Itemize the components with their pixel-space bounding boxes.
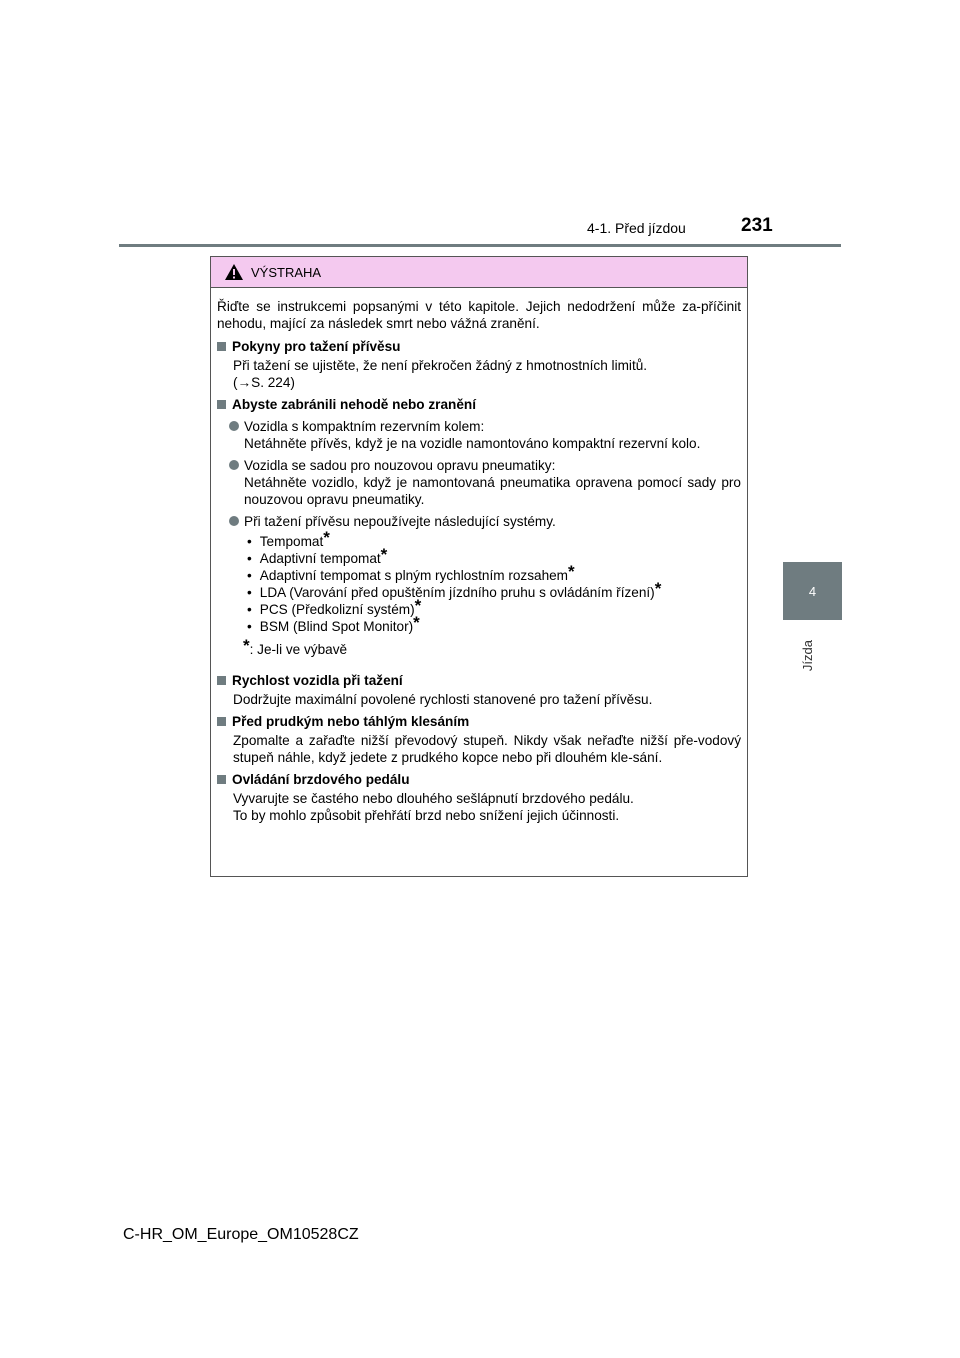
page-reference: (→S. 224) bbox=[233, 375, 295, 390]
warning-header bbox=[211, 257, 747, 288]
list-item bbox=[217, 513, 741, 530]
section-heading: Abyste zabránili nehodě nebo zranění bbox=[232, 397, 476, 412]
section-text: Vyvarujte se častého nebo dlouhého sešlápnutí brzdového pedálu. bbox=[233, 791, 634, 806]
square-bullet-icon bbox=[217, 775, 226, 784]
system-item: • PCS (Předkolizní systém)* bbox=[247, 596, 422, 617]
page-number: 231 bbox=[741, 215, 773, 236]
systems-list bbox=[217, 528, 741, 635]
warning-triangle-icon bbox=[225, 264, 243, 280]
bullet-text: Netáhněte přívěs, když je na vozidle namontováno kompaktní rezervní kolo. bbox=[244, 436, 701, 451]
section-towing bbox=[217, 338, 741, 391]
warning-title: VÝSTRAHA bbox=[251, 264, 322, 280]
section-text: Při tažení se ujistěte, že není překročen žádný z hmotnostních limitů. bbox=[233, 358, 648, 373]
section-downhill bbox=[217, 713, 741, 766]
section-text: Dodržujte maximální povolené rychlosti stanovené pro tažení přívěsu. bbox=[233, 692, 653, 707]
circle-bullet-icon bbox=[229, 460, 239, 470]
system-item: • Adaptivní tempomat s plným rychlostním rozsahem* bbox=[247, 562, 575, 583]
bullet-text: Netáhněte vozidlo, když je namontovaná pneumatika opravena pomocí sady pro nouzovou opravu pneumatiky. bbox=[244, 475, 741, 507]
chapter-name: Jízda bbox=[800, 640, 815, 672]
section-heading: Pokyny pro tažení přívěsu bbox=[232, 339, 401, 354]
bullet-heading: Vozidla se sadou pro nouzovou opravu pneumatiky: bbox=[244, 458, 556, 473]
bullet-heading: Vozidla s kompaktním rezervním kolem: bbox=[244, 419, 485, 434]
header-divider bbox=[119, 244, 841, 247]
circle-bullet-icon bbox=[229, 516, 239, 526]
system-item: • LDA (Varování před opuštěním jízdního pruhu s ovládáním řízení)* bbox=[247, 579, 662, 600]
section-text: Zpomalte a zařaďte nižší převodový stupeň. Nikdy však neřaďte nižší pře-vodový stupeň náhle, když jedete z prudkého kopce nebo při dlouhém kle-sání. bbox=[233, 733, 741, 765]
section-text: To by mohlo způsobit přehřátí brzd nebo snížení jejich účinnosti. bbox=[233, 808, 620, 823]
square-bullet-icon bbox=[217, 676, 226, 685]
warning-box bbox=[210, 256, 748, 877]
section-brake bbox=[217, 771, 741, 824]
chapter-number: 4 bbox=[808, 583, 817, 599]
system-item: • Tempomat* bbox=[247, 528, 330, 549]
section-heading: Ovládání brzdového pedálu bbox=[232, 772, 410, 787]
bullet-heading: Při tažení přívěsu nepoužívejte následující systémy. bbox=[244, 514, 556, 529]
section-speed bbox=[217, 672, 741, 708]
document-id: C-HR_OM_Europe_OM10528CZ bbox=[123, 1226, 359, 1243]
square-bullet-icon bbox=[217, 400, 226, 409]
square-bullet-icon bbox=[217, 342, 226, 351]
section-heading: Před prudkým nebo táhlým klesáním bbox=[232, 714, 470, 729]
system-item: • Adaptivní tempomat* bbox=[247, 545, 388, 566]
section-prevention bbox=[217, 396, 741, 658]
section-title: 4-1. Před jízdou bbox=[587, 220, 686, 236]
warning-body bbox=[211, 288, 747, 824]
system-item: • BSM (Blind Spot Monitor)* bbox=[247, 613, 420, 634]
chapter-tab bbox=[783, 562, 842, 620]
footnote: *: Je-li ve výbavě bbox=[243, 636, 348, 657]
square-bullet-icon bbox=[217, 717, 226, 726]
list-item bbox=[217, 457, 741, 508]
list-item bbox=[217, 418, 741, 452]
warning-intro: Řiďte se instrukcemi popsanými v této kapitole. Jejich nedodržení může za-příčinit nehodu, mající za následek smrt nebo vážná zranění. bbox=[217, 299, 741, 331]
section-heading: Rychlost vozidla při tažení bbox=[232, 673, 403, 688]
circle-bullet-icon bbox=[229, 421, 239, 431]
